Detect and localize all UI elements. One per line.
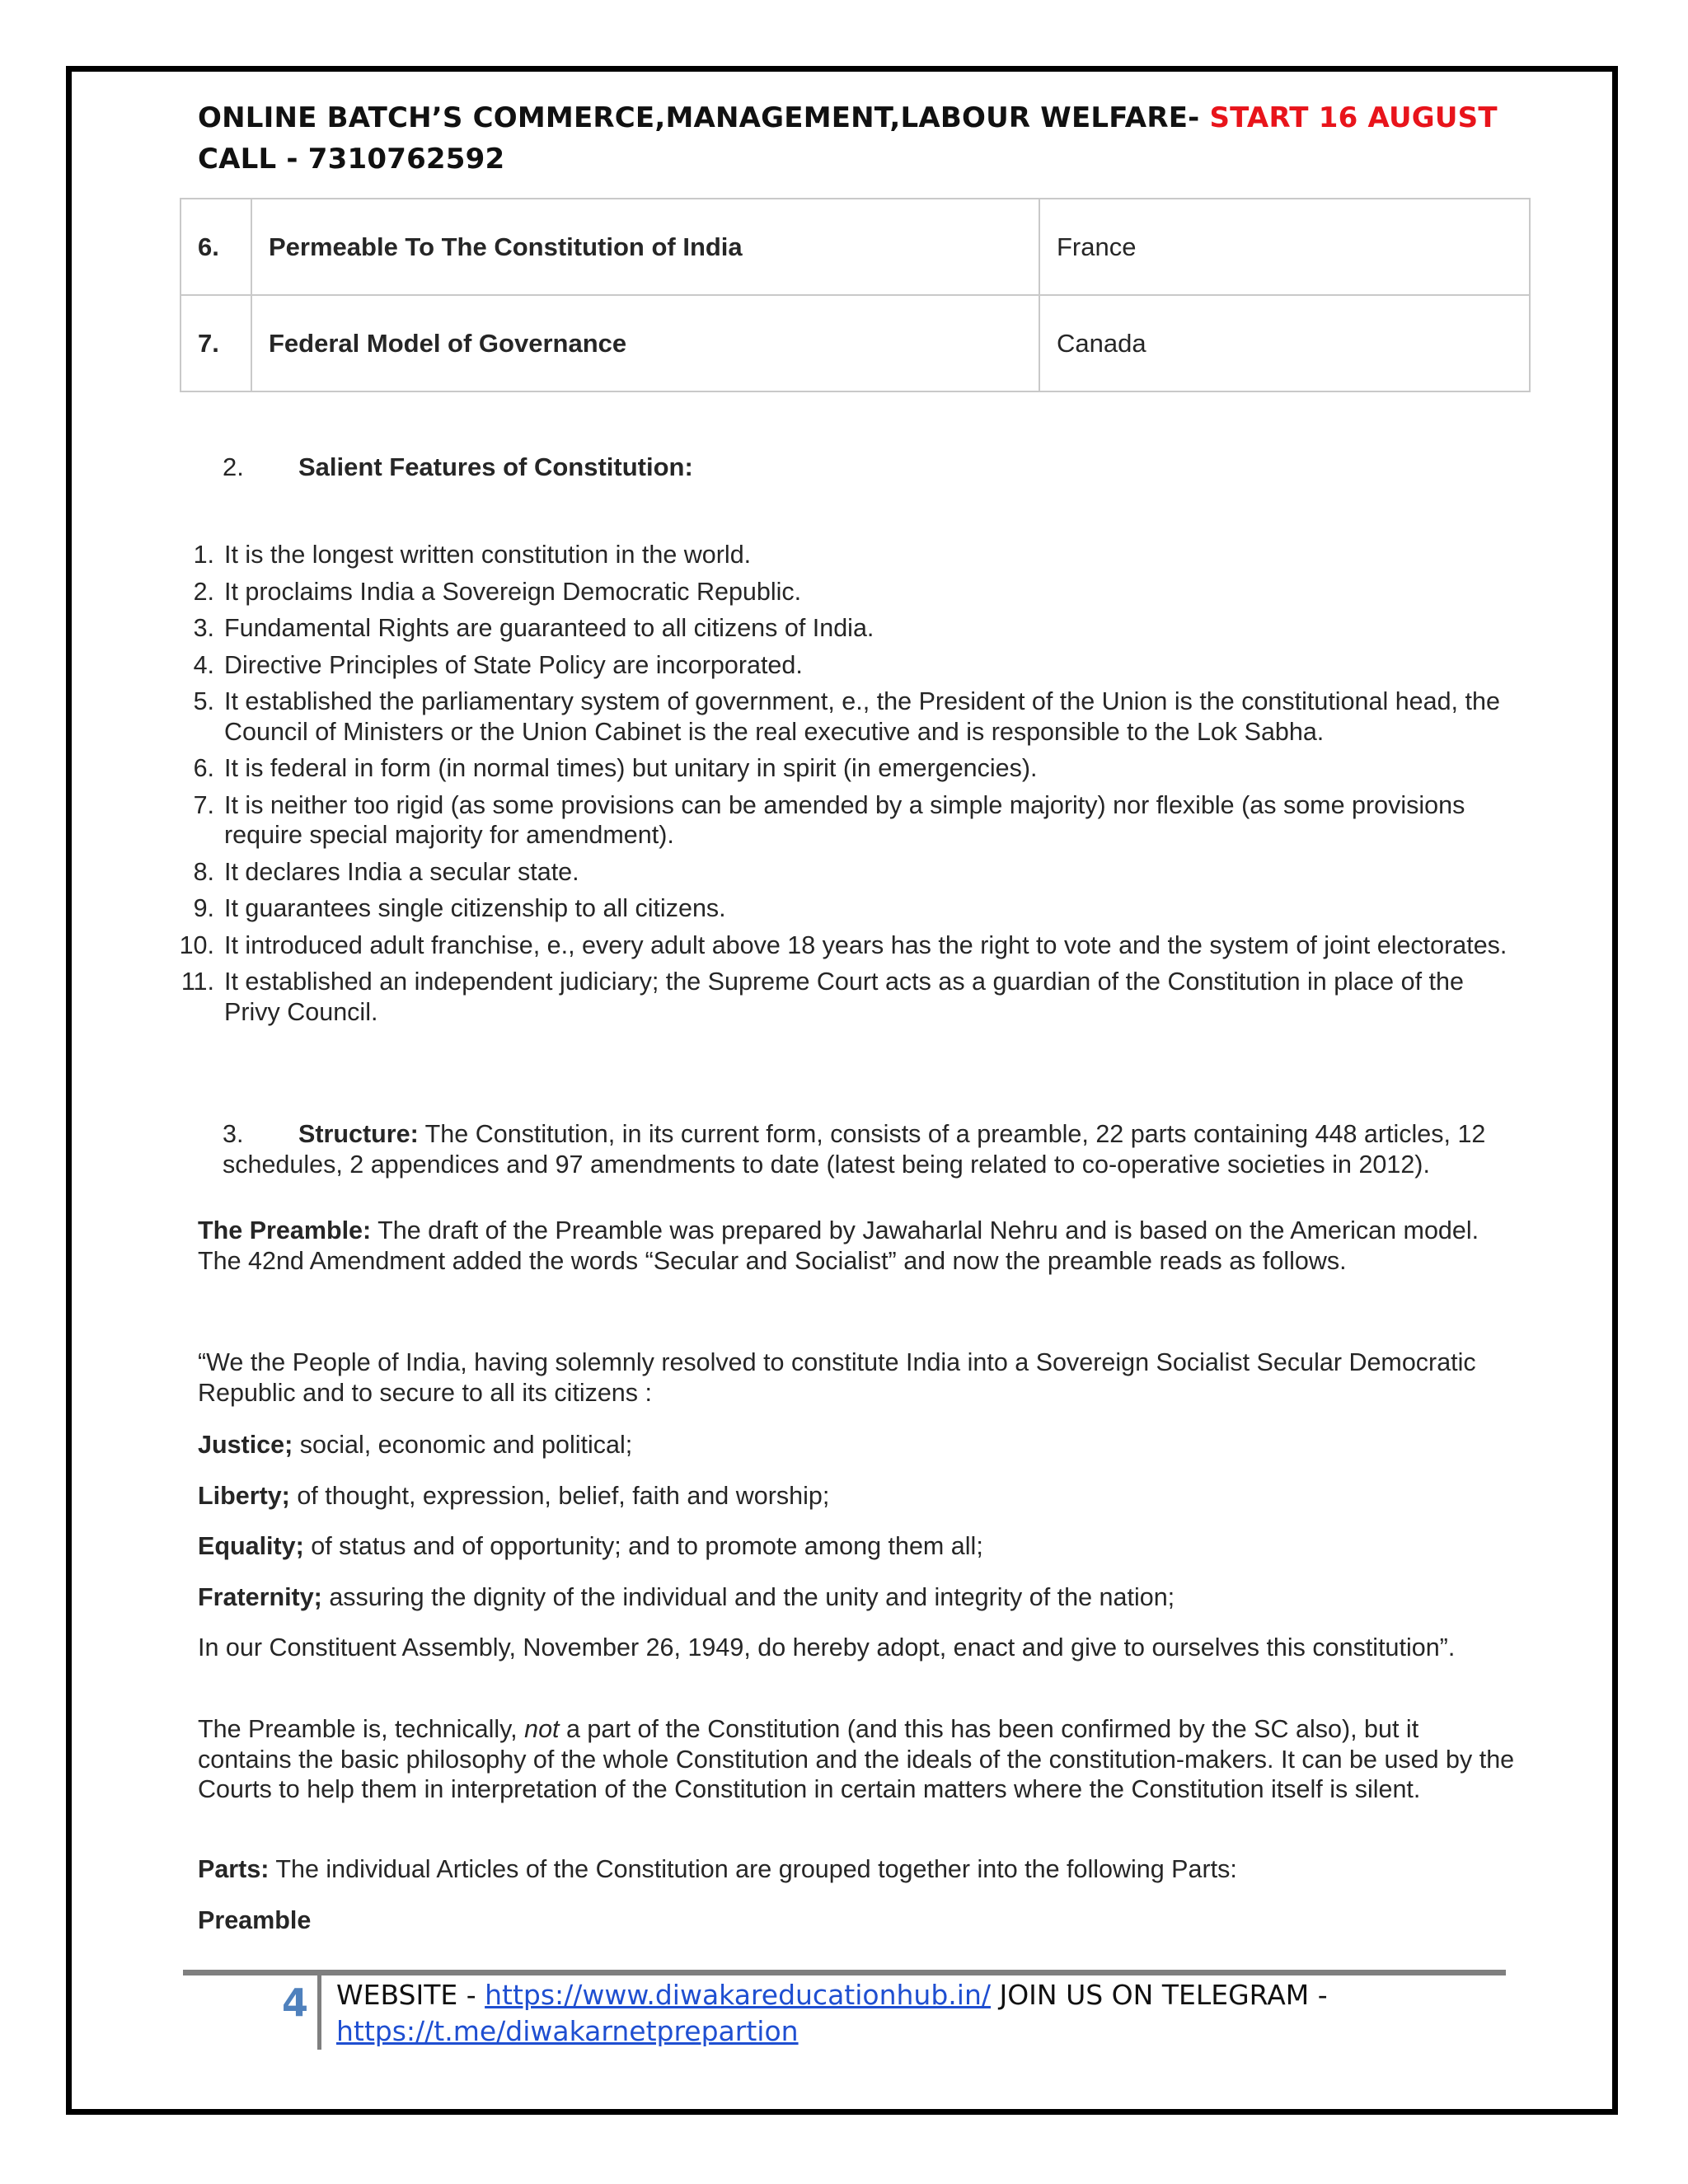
section-number: 2.	[223, 452, 244, 481]
ideal-equality	[198, 1531, 1517, 1562]
header-suffix: CALL - 7310762592	[198, 143, 505, 176]
list-text: It proclaims India a Sovereign Democratic Republic.	[224, 577, 802, 606]
ideal-text: of thought, expression, belief, faith and worship;	[289, 1482, 830, 1510]
parts-paragraph	[198, 1854, 1517, 1885]
telegram-label: JOIN US ON TELEGRAM -	[990, 1979, 1328, 2011]
structure-label: Structure:	[298, 1120, 419, 1148]
list-text: It declares India a secular state.	[224, 857, 579, 886]
ideal-text: assuring the dignity of the individual and the unity and integrity of the nation;	[321, 1583, 1175, 1611]
list-item	[165, 577, 1517, 607]
table-cell-num: 6.	[181, 199, 251, 295]
list-number: 10.	[179, 930, 214, 959]
list-text: It introduced adult franchise, e., every adult above 18 years has the right to vote and the system of joint electorates.	[224, 930, 1507, 959]
preamble-intro-paragraph	[198, 1216, 1517, 1276]
footer	[336, 1977, 1490, 2050]
parts-label: Parts:	[198, 1855, 270, 1883]
technical-text-after: a part of the Constitution (and this has been confirmed by the SC also), but it contains the basic philosophy of the whole Constitution and the ideals of the constitution-makers. It can be used by the Courts to help them in interpretation of the Constitution in certain matters where the Constitution itself is silent.	[198, 1715, 1515, 1803]
technical-paragraph	[198, 1714, 1517, 1805]
list-text: It established the parliamentary system of government, e., the President of the Union is the constitutional head, the Council of Ministers or the Union Cabinet is the real executive and is responsible to the Lok Sabha.	[224, 687, 1500, 746]
structure-text: The Constitution, in its current form, consists of a preamble, 22 parts containing 448 articles, 12 schedules, 2 appendices and 97 amendments to date (latest being related to co-operative societies in 2012).	[223, 1120, 1486, 1179]
section-title: Salient Features of Constitution:	[298, 452, 693, 481]
footer-vertical-divider	[317, 1974, 321, 2050]
ideal-label: Liberty;	[198, 1482, 290, 1510]
ideal-text: of status and of opportunity; and to promote among them all;	[303, 1532, 983, 1560]
list-item	[165, 540, 1517, 570]
technical-emphasis: not	[524, 1715, 560, 1743]
list-text: It is the longest written constitution in the world.	[224, 541, 752, 569]
list-number: 2.	[193, 577, 214, 606]
table-cell-source: France	[1039, 199, 1530, 295]
list-item	[165, 930, 1517, 961]
footer-divider	[183, 1970, 1506, 1975]
preamble-quote: “We the People of India, having solemnly resolved to constitute India into a Sovereign Socialist Secular Democratic Republic and to secure to all its citizens :	[198, 1348, 1476, 1407]
list-number: 6.	[193, 754, 214, 782]
list-item	[165, 857, 1517, 888]
table-cell-feature: Federal Model of Governance	[251, 295, 1039, 391]
list-item	[165, 893, 1517, 924]
list-item	[165, 753, 1517, 784]
technical-text-before: The Preamble is, technically,	[198, 1715, 525, 1743]
list-number: 1.	[193, 541, 214, 569]
header-prefix: ONLINE BATCH’S COMMERCE,MANAGEMENT,LABOUR WELFARE-	[198, 101, 1210, 134]
header-highlight: START 16 AUGUST	[1209, 101, 1498, 134]
features-list	[165, 540, 1517, 1033]
ideal-label: Justice;	[198, 1431, 293, 1459]
section-heading-salient-features	[223, 452, 693, 482]
ideal-liberty	[198, 1481, 1517, 1511]
preamble-heading: Preamble	[198, 1906, 312, 1934]
list-item	[165, 613, 1517, 644]
telegram-link[interactable]: https://t.me/diwakarnetprepartion	[336, 2015, 799, 2047]
list-item	[165, 790, 1517, 851]
list-number: 11.	[181, 968, 214, 996]
parts-text: The individual Articles of the Constitution are grouped together into the following Parts:	[269, 1855, 1237, 1883]
table-row	[181, 295, 1530, 391]
list-item	[165, 687, 1517, 747]
list-text: It is federal in form (in normal times) but unitary in spirit (in emergencies).	[224, 754, 1038, 782]
list-item	[165, 967, 1517, 1027]
ideal-fraternity	[198, 1582, 1517, 1613]
section-number: 3.	[223, 1120, 244, 1148]
table-cell-feature: Permeable To The Constitution of India	[251, 199, 1039, 295]
adoption-paragraph: In our Constituent Assembly, November 26, 1949, do hereby adopt, enact and give to ourselves this constitution”.	[198, 1633, 1456, 1661]
website-link[interactable]: https://www.diwakareducationhub.in/	[485, 1979, 991, 2011]
list-text: Directive Principles of State Policy are incorporated.	[224, 650, 803, 679]
list-text: It guarantees single citizenship to all citizens.	[224, 894, 726, 922]
ideal-label: Fraternity;	[198, 1583, 322, 1611]
ideal-justice	[198, 1430, 1517, 1460]
page-number: 4	[282, 1980, 309, 2025]
ideal-text: social, economic and political;	[293, 1431, 633, 1459]
table-cell-source: Canada	[1039, 295, 1530, 391]
list-number: 9.	[193, 894, 214, 922]
constitution-sources-table	[180, 198, 1531, 392]
list-number: 4.	[193, 650, 214, 679]
website-label: WEBSITE -	[336, 1979, 485, 2011]
table-row	[181, 199, 1530, 295]
preamble-intro-text: The draft of the Preamble was prepared by Jawaharlal Nehru and is based on the American model. The 42nd Amendment added the words “Secular and Socialist” and now the preamble reads as follows.	[198, 1216, 1479, 1275]
ideal-label: Equality;	[198, 1532, 304, 1560]
list-item	[165, 650, 1517, 681]
preamble-intro-label: The Preamble:	[198, 1216, 372, 1244]
list-number: 8.	[193, 857, 214, 886]
list-number: 7.	[193, 790, 214, 819]
page-header	[198, 97, 1500, 180]
structure-paragraph	[223, 1119, 1525, 1179]
list-number: 3.	[193, 614, 214, 642]
table-cell-num: 7.	[181, 295, 251, 391]
list-number: 5.	[193, 687, 214, 715]
list-text: Fundamental Rights are guaranteed to all citizens of India.	[224, 614, 874, 642]
list-text: It is neither too rigid (as some provisions can be amended by a simple majority) nor flexible (as some provisions require special majority for amendment).	[224, 790, 1465, 849]
list-text: It established an independent judiciary; the Supreme Court acts as a guardian of the Constitution in place of the Privy Council.	[224, 968, 1464, 1026]
